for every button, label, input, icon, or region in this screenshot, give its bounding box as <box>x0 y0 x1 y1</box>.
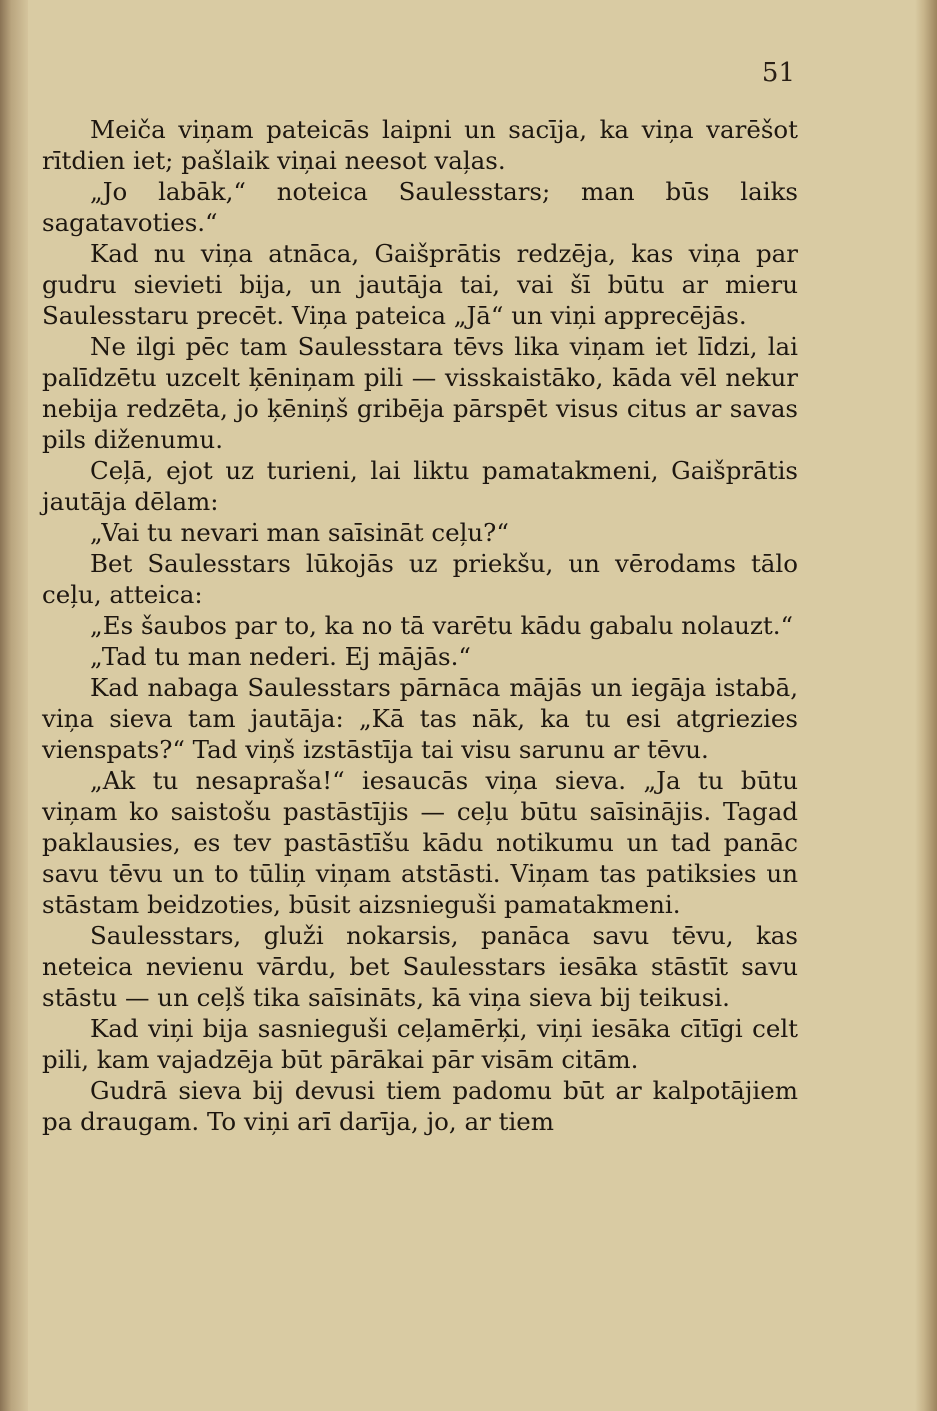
paragraph: Saulesstars, gluži nokarsis, panāca savu tēvu, kas neteica nevienu vārdu, bet Saulesstars iesāka stāstīt savu stāstu — un ceļš tika saīsināts, kā viņa sieva bij teikusi. <box>42 921 798 1012</box>
paragraph: Kad nabaga Saulesstars pārnāca mājās un iegāja istabā, viņa sieva tam jautāja: „Kā tas nāk, ka tu esi atgriezies vienspats?“ Tad viņš izstāstīja tai visu sarunu ar tēvu. <box>42 673 798 764</box>
paragraph: Ceļā, ejot uz turieni, lai liktu pamatakmeni, Gaišprātis jautāja dēlam: <box>42 456 798 516</box>
paragraph: „Tad tu man nederi. Ej mājās.“ <box>90 642 471 671</box>
paragraph: Gudrā sieva bij devusi tiem padomu būt ar kalpotājiem pa draugam. To viņi arī darīja, jo, ar tiem <box>42 1076 798 1136</box>
paragraph: „Vai tu nevari man saīsināt ceļu?“ <box>90 518 509 547</box>
page-edge <box>915 0 937 1411</box>
paragraph: Kad viņi bija sasnieguši ceļamērķi, viņi iesāka cītīgi celt pili, kam vajadzēja būt pārākai pār visām citām. <box>42 1014 798 1074</box>
page-spine-shadow <box>0 0 28 1411</box>
paragraph: „Es šaubos par to, ka no tā varētu kādu gabalu nolauzt.“ <box>90 611 794 640</box>
paragraph: „Jo labāk,“ noteica Saulesstars; man būs laiks sagatavoties.“ <box>42 177 798 237</box>
paragraph: Meiča viņam pateicās laipni un sacīja, ka viņa varēšot rītdien iet; pašlaik viņai neesot vaļas. <box>42 115 798 175</box>
page-number: 51 <box>761 58 795 88</box>
body-text <box>42 114 798 1137</box>
paragraph: Kad nu viņa atnāca, Gaišprātis redzēja, kas viņa par gudru sievieti bija, un jautāja tai, vai šī būtu ar mieru Saulesstaru precēt. Viņa pateica „Jā“ un viņi apprecējās. <box>42 239 798 330</box>
paragraph: Ne ilgi pēc tam Saulesstara tēvs lika viņam iet līdzi, lai palīdzētu uzcelt ķēniņam pili — visskaistāko, kāda vēl nekur nebija redzēta, jo ķēniņš gribēja pārspēt visus citus ar savas pils diženumu. <box>42 332 798 454</box>
paragraph: „Ak tu nesapraša!“ iesaucās viņa sieva. „Ja tu būtu viņam ko saistošu pastāstījis — ceļu būtu saīsinājis. Tagad paklausies, es tev pastāstīšu kādu notikumu un tad panāc savu tēvu un to tūliņ viņam atstāsti. Viņam tas patiksies un stāstam beidzoties, būsit aizsnieguši pamatakmeni. <box>42 766 798 919</box>
paragraph: Bet Saulesstars lūkojās uz priekšu, un vērodams tālo ceļu, atteica: <box>42 549 798 609</box>
